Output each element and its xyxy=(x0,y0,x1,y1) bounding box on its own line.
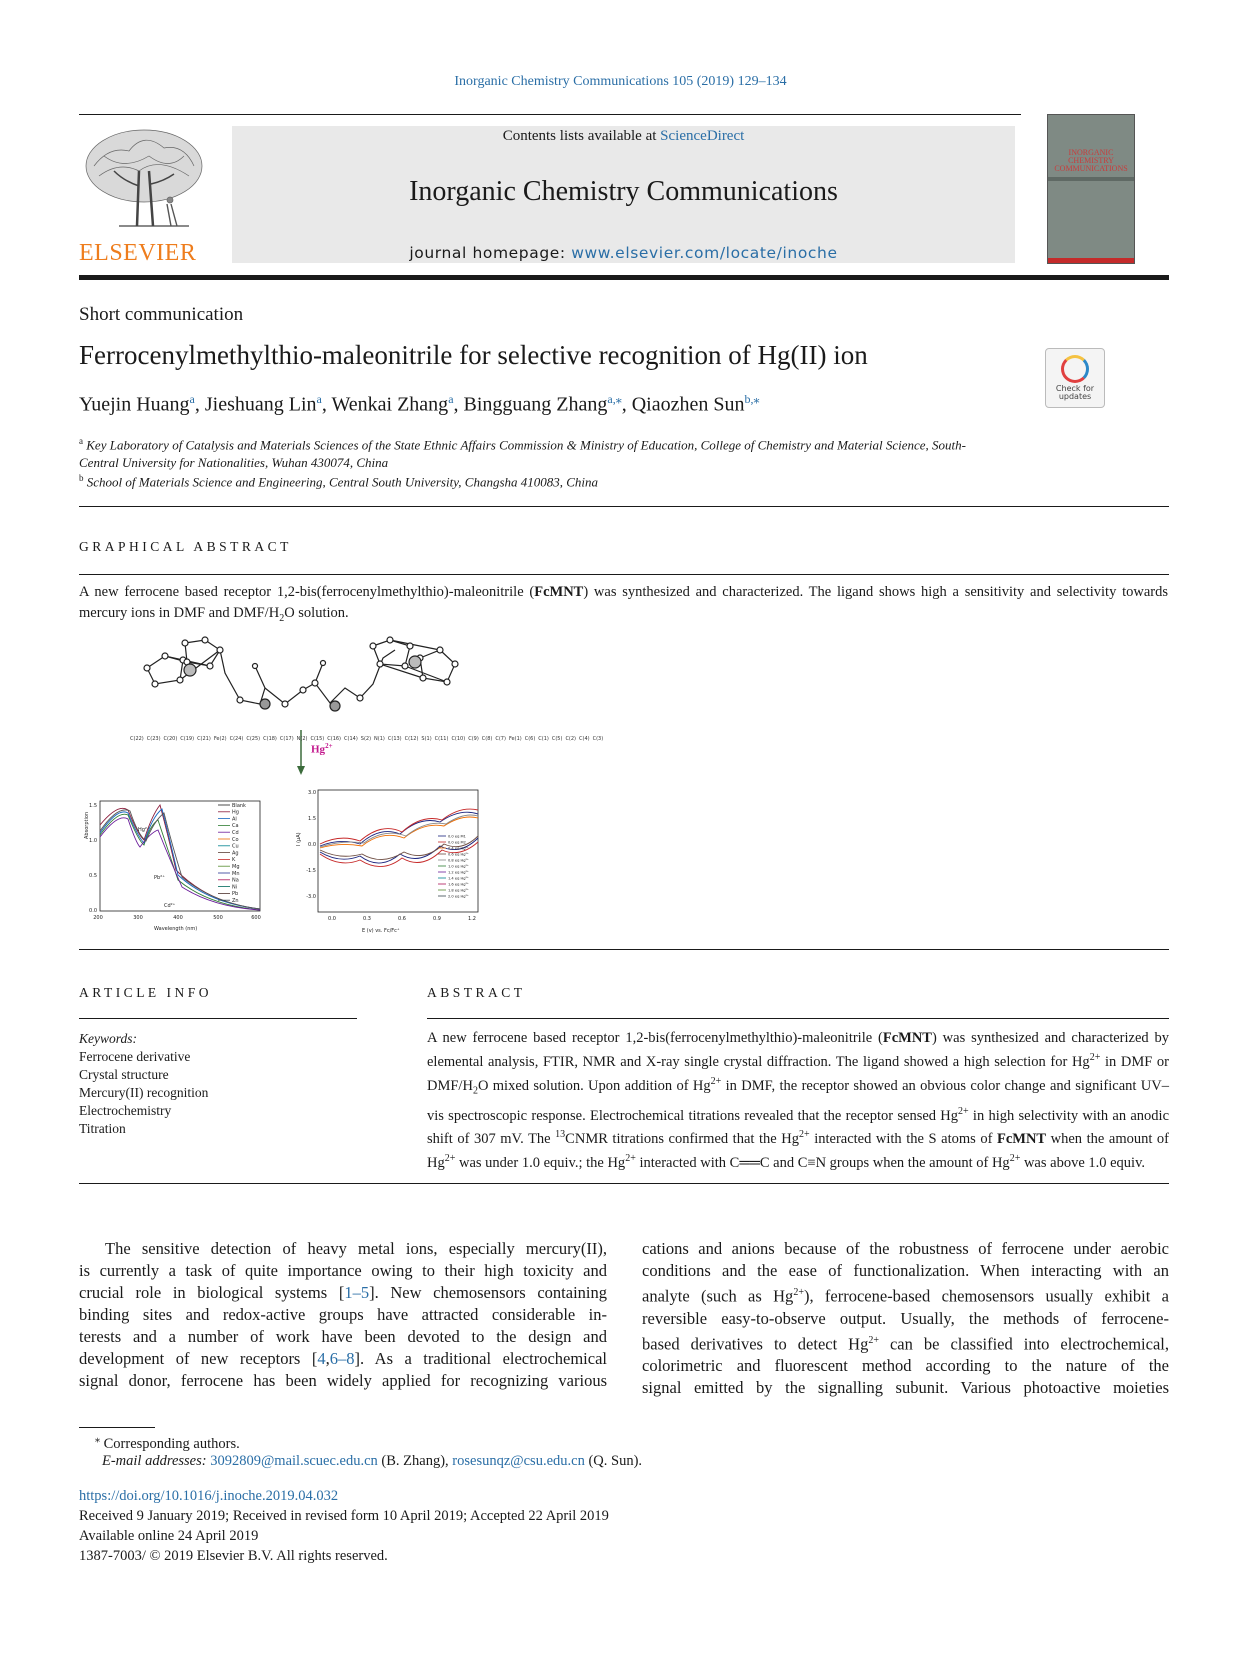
uv-legend-entry: Na xyxy=(232,877,239,884)
cv-legend-entry: 1.4 eq Hg²⁺ xyxy=(448,876,469,881)
body-line: cations and anions because of the robustness of ferrocene under aerobic xyxy=(642,1239,1169,1258)
atom-label: C(8) xyxy=(481,736,493,742)
author-affil-mark[interactable]: a xyxy=(448,392,454,406)
keyword: Crystal structure xyxy=(79,1067,169,1082)
cv-legend-entry: 0.0 eq M2 xyxy=(448,840,466,845)
citation-link[interactable]: 6–8 xyxy=(329,1349,355,1368)
uv-legend-entry: Ni xyxy=(232,884,238,891)
homepage-link[interactable]: www.elsevier.com/locate/inoche xyxy=(571,244,838,262)
cv-ytick: 3.0 xyxy=(308,790,316,796)
body-line: binding sites and redox-active groups have attracted considerable in- xyxy=(79,1305,607,1324)
contents-line: Contents lists available at ScienceDirect xyxy=(502,128,745,144)
body-line: colorimetric and fluorescent method according to the nature of the xyxy=(642,1356,1169,1375)
uv-legend-entry: Blank xyxy=(232,802,246,809)
divider xyxy=(79,506,1169,507)
uv-vis-chart xyxy=(78,795,268,935)
affiliation-b: $^b$ School of Materials Science and Engineering, Central South University, Changsha 410083, China xyxy=(79,473,599,490)
email-link[interactable]: rosesunqz@csu.edu.cn xyxy=(452,1453,585,1469)
author-affil-mark[interactable]: a xyxy=(189,392,195,406)
structure-atom-labels xyxy=(130,736,604,750)
header-top-rule xyxy=(79,114,1021,115)
atom-label: C(2) xyxy=(565,736,577,742)
body-line: signal donor, ferrocene has been widely applied for recognizing various xyxy=(79,1371,607,1390)
uv-legend-entry: Cu xyxy=(232,843,239,850)
divider xyxy=(79,574,1169,575)
citation-link[interactable]: 1–5 xyxy=(344,1283,370,1302)
author-affil-mark[interactable]: a,⁎ xyxy=(607,392,622,406)
atom-label: C(19) xyxy=(180,736,195,742)
atom-label: C(7) xyxy=(495,736,506,742)
cv-xlabel: E (v) vs. Fc/Fc⁺ xyxy=(362,928,400,934)
body-column-left xyxy=(79,1238,607,1392)
body-line: The sensitive detection of heavy metal ions, especially mercury(II), xyxy=(105,1239,607,1258)
uv-legend-entry: Cd xyxy=(232,830,239,836)
uv-legend-entry: Ag xyxy=(232,850,239,857)
uv-ytick: 1.5 xyxy=(89,803,97,809)
author-affil-mark[interactable]: a xyxy=(316,392,322,406)
uv-legend-entry: Pb xyxy=(232,891,239,898)
author-affil-mark[interactable]: b,⁎ xyxy=(744,392,760,406)
uv-xtick: 200 xyxy=(93,915,103,921)
journal-cover-thumbnail[interactable] xyxy=(1047,114,1135,264)
keyword: Titration xyxy=(79,1121,126,1136)
hg-label: $Hg^{2+}$ xyxy=(311,742,333,756)
keyword: Electrochemistry xyxy=(79,1103,172,1118)
atom-label: C(15) xyxy=(310,736,325,742)
author-list: Yuejin Huang$^a$, Jieshuang Lin$^a$, Wenkai Zhang$^a$, Bingguang Zhang$^{a,⁎}$, Qiaozhen Sun$^{b,⁎}$ xyxy=(79,392,760,416)
abstract-heading: ABSTRACT xyxy=(427,985,526,1000)
elsevier-tree-icon xyxy=(79,126,209,238)
cv-legend-entry: 1.6 eq Hg²⁺ xyxy=(448,882,469,887)
uv-ytick: 1.0 xyxy=(89,838,97,844)
author-name[interactable]: Wenkai Zhang xyxy=(331,393,449,416)
graphical-abstract-text: A new ferrocene based receptor 1,2-bis(ferrocenylmethylthio)-maleonitrile (FcMNT) was synthesized and characterized. The ligand shows high a sensitivity and selectivity towards mercury ions in DMF and DMF/$H_2O$ solution. xyxy=(79,584,1168,624)
cv-legend-entry: 0.6 eq Hg²⁺ xyxy=(448,852,469,857)
divider xyxy=(79,949,1169,950)
atom-label: C(14) xyxy=(344,736,358,742)
atom-label: S(1) xyxy=(421,736,432,742)
author-name[interactable]: Yuejin Huang xyxy=(79,393,190,416)
email-note: E-mail addresses: 3092809@mail.scuec.edu.cn (B. Zhang), rosesunqz@csu.edu.cn (Q. Sun). xyxy=(102,1453,643,1469)
atom-label: C(3) xyxy=(592,736,604,742)
cover-band xyxy=(1048,177,1134,181)
author-name[interactable]: Bingguang Zhang xyxy=(463,393,608,416)
body-line: is currently a task of quite importance owing to their high toxicity and xyxy=(79,1261,607,1280)
uv-legend-entry: K xyxy=(232,857,236,864)
cv-legend-entry: 2.0 eq Hg²⁺ xyxy=(448,894,469,899)
body-line: reversible easy-to-observe output. Usually, the methods of ferrocene- xyxy=(642,1308,1169,1328)
divider xyxy=(79,1018,357,1019)
cv-legend-entry: 0.8 eq Hg²⁺ xyxy=(448,858,469,863)
atom-label: C(23) xyxy=(146,736,161,742)
check-for-updates-badge[interactable] xyxy=(1045,348,1105,408)
body-line: based derivatives to detect $Hg^{2+}$ can be classified into electrochemical, xyxy=(642,1334,1169,1353)
body-line: signal emitted by the signalling subunit. Various photoactive moieties xyxy=(642,1378,1169,1397)
graphical-abstract-heading: GRAPHICAL ABSTRACT xyxy=(79,539,292,554)
atom-label: C(13) xyxy=(387,736,402,742)
atom-label: C(20) xyxy=(163,736,178,742)
received-dates: Received 9 January 2019; Received in revised form 10 April 2019; Accepted 22 April 2019 xyxy=(79,1508,609,1524)
uv-xtick: 400 xyxy=(173,915,183,921)
uv-xtick: 600 xyxy=(251,915,261,921)
available-online: Available online 24 April 2019 xyxy=(79,1528,259,1544)
body-line: analyte (such as $Hg^{2+}$), ferrocene-based chemosensors usually exhibit a xyxy=(642,1286,1169,1306)
cv-xtick: 0.6 xyxy=(398,916,406,922)
divider xyxy=(79,1183,1169,1184)
updates-icon xyxy=(1061,355,1089,383)
cv-xtick: 0.0 xyxy=(328,916,336,922)
atom-label: Fe(2) xyxy=(213,736,227,742)
email-link[interactable]: 3092809@mail.scuec.edu.cn xyxy=(210,1453,378,1469)
cv-ytick: 0.0 xyxy=(308,842,316,848)
uv-legend-entry: Hg xyxy=(232,809,239,816)
keyword: Ferrocene derivative xyxy=(79,1049,191,1064)
atom-label: C(4) xyxy=(579,736,590,742)
atom-label: C(25) xyxy=(246,736,261,742)
uv-ytick: 0.0 xyxy=(89,908,97,914)
citation-link[interactable]: 4 xyxy=(317,1349,326,1368)
article-type: Short communication xyxy=(79,304,244,325)
keywords-label: Keywords: xyxy=(79,1031,137,1046)
cv-ytick: 1.5 xyxy=(308,816,316,822)
atom-label: N(2) xyxy=(296,736,308,742)
cv-ytick: -1.5 xyxy=(306,868,316,874)
badge-line-2: updates xyxy=(1058,392,1092,401)
copyright: 1387-7003/ © 2019 Elsevier B.V. All rights reserved. xyxy=(79,1548,388,1564)
homepage-line: journal homepage: www.elsevier.com/locate/inoche xyxy=(409,244,838,262)
journal-title: Inorganic Chemistry Communications xyxy=(409,176,838,207)
affiliation-a: $^a$ Key Laboratory of Catalysis and Materials Sciences of the State Ethnic Affairs Commission & Ministry of Education, College of Chemistry and Material Science, South- Central University for Nationalities, Wuhan 430074, China xyxy=(79,436,966,471)
atom-label: C(21) xyxy=(197,736,211,742)
atom-label: C(11) xyxy=(434,736,449,742)
sciencedirect-link[interactable]: ScienceDirect xyxy=(660,128,745,144)
atom-label: C(16) xyxy=(327,736,342,742)
cv-legend-entry: 1.0 eq Hg²⁺ xyxy=(448,864,469,869)
uv-legend-entry: Co xyxy=(232,836,239,843)
body-line: crucial role in biological systems [1–5]. New chemosensors containing xyxy=(79,1283,607,1302)
uv-xtick: 300 xyxy=(133,915,143,921)
author-name[interactable]: Qiaozhen Sun xyxy=(631,393,745,416)
cv-ylabel: I (μA) xyxy=(296,832,302,846)
atom-label: S(2) xyxy=(360,736,372,742)
cv-legend-entry: 1.8 eq Hg²⁺ xyxy=(448,888,469,893)
uv-legend-entry: Al xyxy=(232,816,237,823)
cv-xtick: 1.2 xyxy=(468,916,476,922)
atom-label: C(22) xyxy=(130,736,144,742)
doi-link[interactable]: https://doi.org/10.1016/j.inoche.2019.04.032 xyxy=(79,1488,339,1504)
cyclic-voltammetry-chart xyxy=(290,786,485,936)
atom-label: C(5) xyxy=(551,736,563,742)
atom-label: C(10) xyxy=(451,736,466,742)
cv-xtick: 0.3 xyxy=(363,916,371,922)
cv-xtick: 0.9 xyxy=(433,916,441,922)
uv-xtick: 500 xyxy=(213,915,223,921)
article-title: Ferrocenylmethylthio-maleonitrile for selective recognition of Hg(II) ion xyxy=(79,340,868,370)
uv-annotation: Cd²⁺ xyxy=(164,903,176,909)
corresponding-note: ⁎ Corresponding authors. xyxy=(95,1434,240,1452)
atom-label: C(12) xyxy=(404,736,419,742)
elsevier-wordmark: ELSEVIER xyxy=(79,240,197,266)
footnote-rule xyxy=(79,1427,155,1428)
uv-legend-entry: Mn xyxy=(232,870,240,877)
cv-legend-entry: 0.4 eq Hg²⁺ xyxy=(448,846,469,851)
cv-legend-entry: 1.2 eq Hg²⁺ xyxy=(448,870,469,875)
article-info-heading: ARTICLE INFO xyxy=(79,985,213,1000)
atom-label: C(9) xyxy=(468,736,479,742)
uv-xlabel: Wavelength (nm) xyxy=(154,926,198,932)
uv-legend-entry: Zn xyxy=(232,898,239,904)
abstract-text: A new ferrocene based receptor 1,2-bis(ferrocenylmethylthio)-maleonitrile (FcMNT) was synthesized and characterized by elemental analysis, FTIR, NMR and X-ray single crystal diffraction. The ligand showed a high selection for $Hg^{2+}$ in DMF or DMF/$H_2O$ mixed solution. Upon addition of $Hg^{2+}$ in DMF, the receptor showed an obvious color change and significant UV–vis spectroscopic response. Electrochemical titrations revealed that the receptor sensed $Hg^{2+}$ in high selectivity with an anodic shift of 307 mV. The $^{13}$CNMR titrations confirmed that the $Hg^{2+}$ interacted with the S atoms of FcMNT when the amount of $Hg^{2+}$ was under 1.0 equiv.; the $Hg^{2+}$ interacted with C══C and C≡N groups when the amount of $Hg^{2+}$ was above 1.0 equiv. xyxy=(427,1030,1170,1172)
uv-ytick: 0.5 xyxy=(89,873,97,879)
journal-reference[interactable]: Inorganic Chemistry Communications 105 (2019) 129–134 xyxy=(454,74,787,89)
cv-legend-entry: 0.0 eq M1 xyxy=(448,834,466,839)
cover-title: INORGANIC CHEMISTRY COMMUNICATIONS xyxy=(1054,148,1128,173)
author-name[interactable]: Jieshuang Lin xyxy=(204,393,317,416)
header-thick-rule xyxy=(79,275,1169,280)
keyword: Mercury(II) recognition xyxy=(79,1085,209,1100)
atom-label: C(1) xyxy=(538,736,549,742)
uv-ylabel: Absorption xyxy=(84,811,90,839)
atom-label: C(6) xyxy=(524,736,536,742)
cover-red-stripe xyxy=(1048,258,1134,263)
body-line: terests and a number of work have been devoted to the design and xyxy=(79,1327,607,1346)
crystal-structure-figure xyxy=(125,628,485,733)
atom-label: C(18) xyxy=(263,736,277,742)
cv-ytick: -3.0 xyxy=(306,894,316,900)
uv-legend-entry: Mg xyxy=(232,864,240,870)
body-line: development of new receptors [4,6–8]. As a traditional electrochemical xyxy=(79,1349,607,1368)
uv-annotation: Hg²⁺ xyxy=(138,827,150,833)
atom-label: Fe(1) xyxy=(508,736,522,742)
badge-line-1: Check for xyxy=(1055,384,1095,393)
body-column-right xyxy=(642,1238,1169,1399)
body-line: conditions and the ease of functionalization. When interacting with an xyxy=(642,1261,1169,1280)
atom-label: N(1) xyxy=(374,736,385,742)
divider xyxy=(427,1018,1169,1019)
uv-legend-entry: Ca xyxy=(232,823,239,830)
uv-annotation: Pb²⁺ xyxy=(154,875,165,881)
atom-label: C(24) xyxy=(229,736,244,742)
atom-label: C(17) xyxy=(279,736,294,742)
